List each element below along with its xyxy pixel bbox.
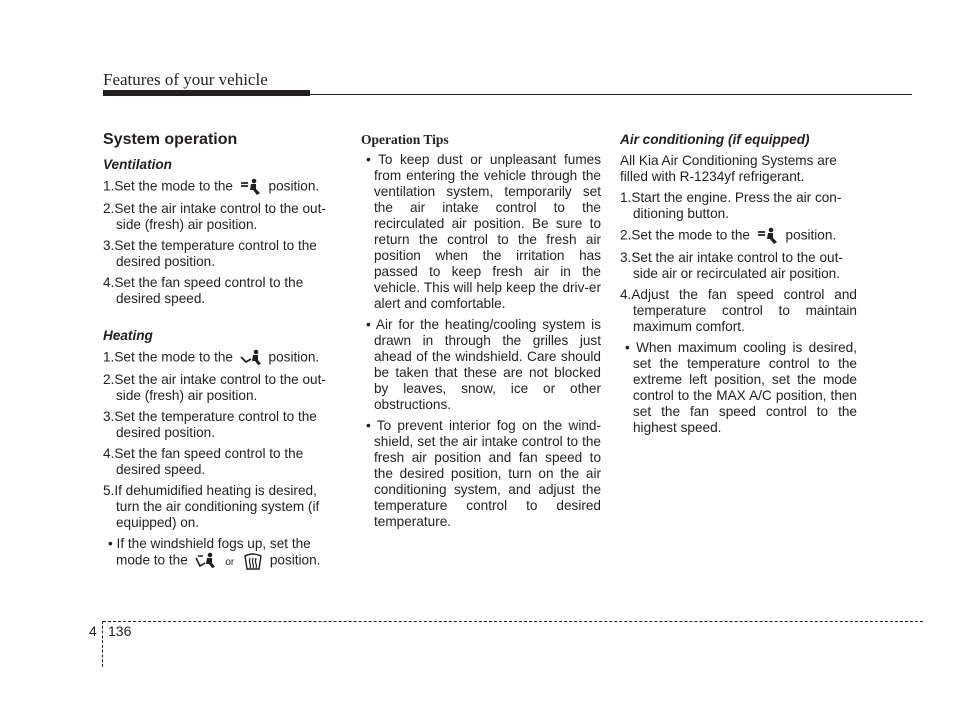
ac-step-2-text: 2.Set the mode to the <box>620 227 750 243</box>
heating-step-3: 3.Set the temperature control to the desired position. <box>103 409 317 440</box>
heating-step-4: 4.Set the fan speed control to the desired speed. <box>103 446 304 477</box>
ventilation-step-2: 2.Set the air intake control to the out-side (fresh) air position. <box>103 201 326 232</box>
ventilation-step-4: 4.Set the fan speed control to the desired speed. <box>103 275 304 306</box>
ventilation-step-1 <box>103 178 339 196</box>
floor-defrost-mode-icon <box>195 552 217 570</box>
page-number: 136 <box>108 623 132 639</box>
or-label: or <box>225 556 235 568</box>
heating-step-1-text: 1.Set the mode to the <box>103 349 233 365</box>
ac-step-2 <box>620 227 857 245</box>
ac-step-1: 1.Start the engine. Press the air con-ditioning button. <box>620 190 842 221</box>
ac-intro: All Kia Air Conditioning Systems are filled with R-1234yf refrigerant. <box>620 153 837 184</box>
tips-bullet-2: • Air for the heating/cooling system is drawn in through the grilles just ahead of the windshield. Care should be taken that these are not blocked by leaves, snow, ice or other obstructions. <box>366 317 601 412</box>
header-rule <box>310 94 912 95</box>
footer-divider <box>102 621 103 667</box>
ac-step-4: 4.Adjust the fan speed control and temperature control to maintain maximum comfort. <box>620 287 857 334</box>
air-conditioning-title: Air conditioning (if equipped) <box>620 132 810 147</box>
middle-column <box>361 132 601 535</box>
floor-heat-mode-icon <box>240 349 262 367</box>
heating-bullet-1-text: • If the windshield fogs up, set the mode to the <box>108 536 311 568</box>
right-column <box>620 132 857 441</box>
ac-step-2-end: position. <box>785 227 837 243</box>
heating-step-2: 2.Set the air intake control to the out-side (fresh) air position. <box>103 372 326 403</box>
header-title: Features of your vehicle <box>103 70 268 89</box>
face-vent-mode-icon <box>240 178 262 196</box>
windshield-defrost-icon <box>243 552 263 570</box>
ac-step-3: 3.Set the air intake control to the out-side air or recirculated air position. <box>620 250 843 281</box>
footer-rule <box>103 621 923 622</box>
heating-step-5: 5.If dehumidified heating is desired, turn the air conditioning system (if equipped) on. <box>103 483 320 530</box>
left-column <box>103 132 339 576</box>
heating-step-1 <box>103 349 339 367</box>
face-vent-mode-icon <box>757 227 779 245</box>
ventilation-step-1-text: 1.Set the mode to the <box>103 178 233 194</box>
heating-bullet-1 <box>103 536 339 571</box>
chapter-number: 4 <box>89 623 97 639</box>
section-title: System operation <box>103 131 238 148</box>
tips-bullet-1: • To keep dust or unpleasant fumes from entering the vehicle through the ventilation system, temporarily set the air intake control to the recirculated air position. Be sure to return the control to the fresh air position when the irritation has passed to keep fresh air in the vehicle. This will help keep the driv-er alert and comfortable. <box>366 152 601 311</box>
heating-bullet-1-end: position. <box>269 552 321 568</box>
tips-bullet-3: • To prevent interior fog on the wind-shield, set the air intake control to the fresh air position and fan speed to the desired position, turn on the air conditioning system, and adjust the temperature control to desired temperature. <box>366 418 601 529</box>
ventilation-step-1-end: position. <box>268 178 320 194</box>
ventilation-step-3: 3.Set the temperature control to the desired position. <box>103 238 317 269</box>
header-bar <box>103 90 310 96</box>
ventilation-title: Ventilation <box>103 157 172 172</box>
ac-bullet-1: • When maximum cooling is desired, set the temperature control to the extreme left position, set the mode control to the MAX A/C position, then set the fan speed control to the highest speed. <box>625 340 857 435</box>
operation-tips-title: Operation Tips <box>361 132 449 147</box>
heating-step-1-end: position. <box>268 349 320 365</box>
heating-title: Heating <box>103 328 153 343</box>
